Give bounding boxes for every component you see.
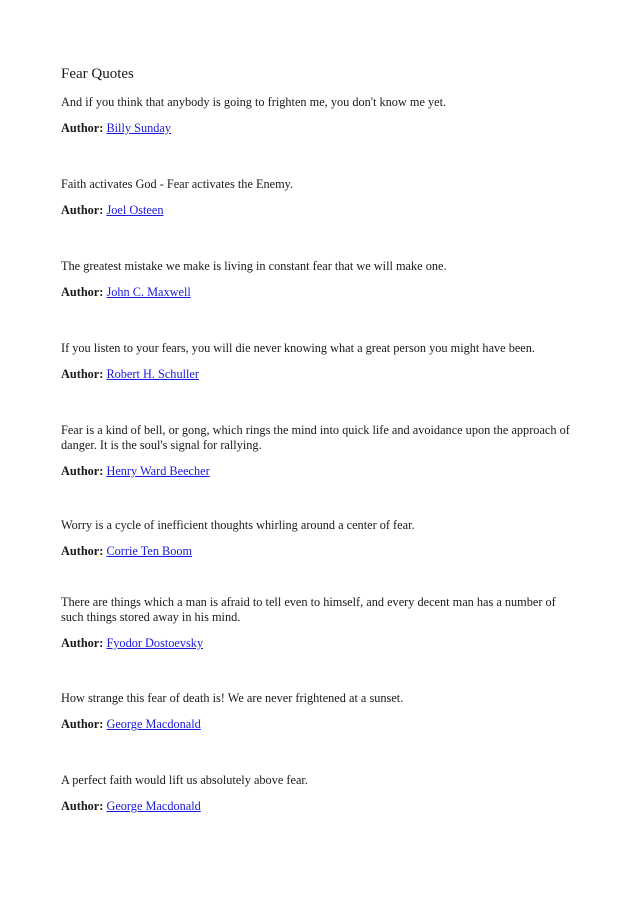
quote-text: And if you think that anybody is going to frighten me, you don't know me yet. [61,95,447,109]
author-line [61,464,581,479]
quote-text: A perfect faith would lift us absolutely above fear. [61,773,308,787]
author-label: Author: [61,717,104,731]
quote-item [61,95,581,136]
author-line [61,121,581,136]
author-link[interactable]: Robert H. Schuller [106,367,199,381]
author-link[interactable]: John C. Maxwell [106,285,191,299]
author-label: Author: [61,285,104,299]
author-link[interactable]: Corrie Ten Boom [106,544,193,558]
author-line [61,799,581,814]
author-label: Author: [61,464,104,478]
quote-item [61,341,581,382]
author-link[interactable]: Henry Ward Beecher [106,464,210,478]
page-title: Fear Quotes [61,66,134,82]
author-link[interactable]: Billy Sunday [106,121,172,135]
author-link[interactable]: George Macdonald [106,799,201,813]
quote-item [61,595,581,651]
quote-text: Fear is a kind of bell, or gong, which rings the mind into quick life and avoidance upon the approach of danger. It is the soul's signal for rallying. [61,423,570,452]
author-line [61,636,581,651]
author-label: Author: [61,121,104,135]
author-link[interactable]: Fyodor Dostoevsky [106,636,204,650]
author-label: Author: [61,367,104,381]
author-link[interactable]: Joel Osteen [106,203,164,217]
quote-text: How strange this fear of death is! We are never frightened at a sunset. [61,691,404,705]
quote-text: Faith activates God - Fear activates the Enemy. [61,177,294,191]
quote-item [61,691,581,732]
quote-item [61,773,581,814]
quote-text: There are things which a man is afraid to tell even to himself, and every decent man has a number of such things stored away in his mind. [61,595,556,624]
author-link[interactable]: George Macdonald [106,717,201,731]
quote-text: If you listen to your fears, you will die never knowing what a great person you might have been. [61,341,535,355]
quote-item [61,259,581,300]
quote-text: The greatest mistake we make is living in constant fear that we will make one. [61,259,447,273]
quote-item [61,518,581,559]
author-label: Author: [61,203,104,217]
author-label: Author: [61,636,104,650]
author-label: Author: [61,544,104,558]
author-line [61,544,581,559]
author-line [61,717,581,732]
author-line [61,367,581,382]
quote-text: Worry is a cycle of inefficient thoughts whirling around a center of fear. [61,518,415,532]
quote-item [61,177,581,218]
author-line [61,285,581,300]
quote-item [61,423,581,479]
author-line [61,203,581,218]
author-label: Author: [61,799,104,813]
